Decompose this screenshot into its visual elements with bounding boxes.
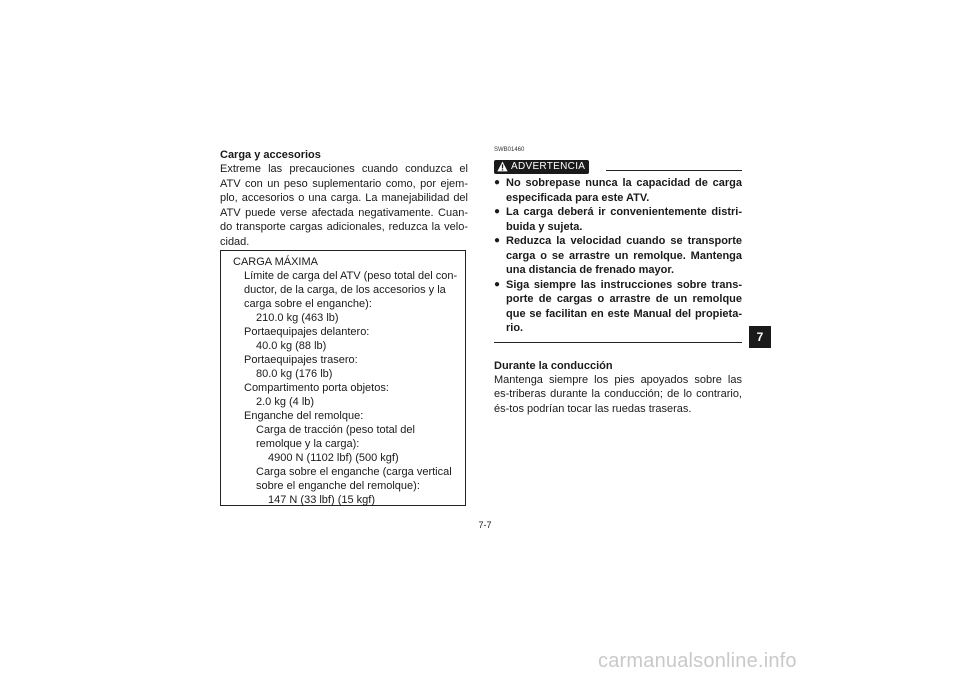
page-number: 7-7 [478,520,492,530]
watermark: carmanualsonline.info [598,650,797,672]
riding-paragraph: Mantenga siempre los pies apoyados sobre las es-triberas durante la conducción; de lo contrario, és-tos podrían tocar las ruedas traseras. [494,373,742,415]
left-column [220,148,468,249]
bullet-icon: ● [494,278,501,290]
spec-hitch-label: Enganche del remolque: [244,410,364,422]
warning-badge [494,160,589,174]
spec-vehicle-limit-label: Límite de carga del ATV (peso total del con-ductor, de la carga, de los accesorios y la carga sobre el enganche): [244,270,458,310]
spec-front-rack-label: Portaequipajes delantero: [244,326,370,338]
warning-code: SWB01460 [494,147,525,153]
bullet-icon: ● [494,206,501,217]
spec-vehicle-limit-value: 210.0 kg (463 lb) [256,312,339,324]
warning-triangle-icon [497,161,508,172]
max-load-spec-box [220,250,466,506]
spec-rear-rack-label: Portaequipajes trasero: [244,354,358,366]
spec-front-rack-value: 40.0 kg (88 lb) [256,340,327,352]
warning-item: ● La carga deberá ir convenientemente distri-buida y sujeta. [494,206,742,233]
spec-tongue-value: 147 N (33 lbf) (15 kgf) [268,494,375,506]
bullet-icon: ● [494,177,501,188]
section-heading-loads: Carga y accesorios [220,149,321,161]
warning-item: ● Reduzca la velocidad cuando se transporte carga o se arrastre un remolque. Mantenga una distancia de frenado mayor. [494,235,742,276]
section-heading-riding: Durante la conducción [494,359,613,372]
warning-header [494,156,742,172]
warning-header-rule [606,170,742,171]
bullet-icon: ● [494,235,501,246]
right-column [494,146,742,416]
spec-rear-rack-value: 80.0 kg (176 lb) [256,368,333,380]
warning-list [494,176,742,336]
spec-storage-label: Compartimento porta objetos: [244,382,389,394]
spec-storage-value: 2.0 kg (4 lb) [256,396,315,408]
spec-title: CARGA MÁXIMA [233,256,318,268]
chapter-tab: 7 [749,326,771,348]
warning-label: ADVERTENCIA [511,161,586,172]
warning-item: ● Siga siempre las instrucciones sobre trans-porte de cargas o arrastre de un remolque que se facilitan en este Manual del propieta-rio. [494,278,742,334]
warning-end-rule [494,342,742,343]
loads-paragraph: Extreme las precauciones cuando conduzca el ATV con un peso suplementario como, por ejem-plo, accesorios o una carga. La manejabilidad del ATV puede verse afectada negativamente. Cuan-do transporte cargas adicionales, reduzca la velo-cidad. [220,163,468,248]
spec-towing-label: Carga de tracción (peso total del remolque y la carga): [256,424,415,450]
spec-tongue-label: Carga sobre el enganche (carga vertical sobre el enganche del remolque): [256,466,452,492]
spec-towing-value: 4900 N (1102 lbf) (500 kgf) [268,452,399,464]
warning-item: ● No sobrepase nunca la capacidad de carga especificada para este ATV. [494,177,742,204]
